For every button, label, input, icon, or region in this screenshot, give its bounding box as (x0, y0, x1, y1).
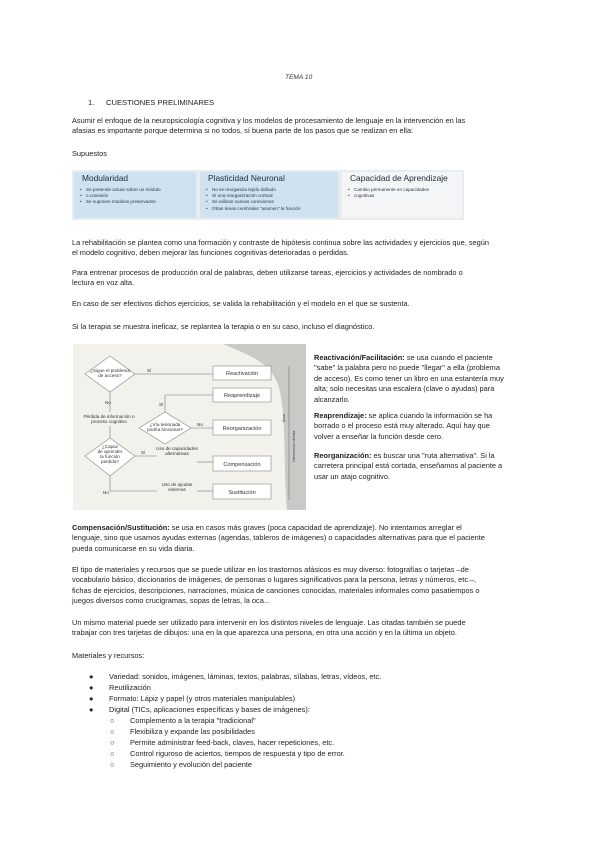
paragraph-tipo-materiales (72, 565, 480, 607)
panel-title: Plasticidad Neuronal (208, 173, 285, 183)
compensacion-label: Compensación (223, 462, 261, 468)
uso-ayudas-line2: externas (168, 487, 186, 492)
intro-line: Asumir el enfoque de la neuropsicología cognitiva y los modelos de procesamiento de lenguaje en la intervención en las (72, 116, 466, 125)
paragraph-un-mismo (72, 618, 466, 639)
section-number: 1. (88, 98, 95, 107)
paragraph-line: lectura en voz alta. (72, 278, 135, 288)
paragraph-line: La rehabilitación se plantea como una formación y contraste de hipótesis continua sobre las actividades y ejercicios que, según (72, 238, 489, 247)
paragraph-rehabilitacion (72, 238, 489, 259)
panel-item: • Se utilizan nuevas conexiones (212, 199, 338, 205)
side-reaprendizaje (314, 411, 492, 442)
label-si1: Sí (147, 368, 152, 373)
paragraph-produccion (72, 268, 463, 289)
label-si3: Sí (141, 450, 146, 455)
intro-line: afasias es importante porque determina si no todos, sí buena parte de los pasos que se realizan en ella: (72, 126, 414, 136)
paragraph-line: fichas de ejercicios, descripciones, narraciones, música de canciones conocidas, materiales informales como pasatiempos o (72, 585, 480, 595)
side-line: borrado o el proceso está muy alterado. Aquí hay que (314, 421, 490, 431)
sustitucion-label: Sustitución (228, 490, 256, 496)
q2-line2: podría funcionar? (147, 427, 183, 432)
q1-line2: de acceso? (98, 373, 122, 378)
paragraph-line: Compensación/Sustitución: se usa en casos más graves (poca capacidad de aprendizaje). No intentamos arreglar el (72, 523, 462, 532)
side-line: carretera principal está cortada, enseñamos al paciente a (314, 461, 503, 471)
panel-item: • Otras áreas cerebrales "asumen" la función (212, 206, 338, 212)
materiales-label: Materiales y recursos: (72, 651, 145, 660)
uso-ayudas-line1: Uso de ayudas (161, 482, 193, 487)
panel-item: • Cambio permanente en capacidades (354, 187, 462, 193)
paragraph-eficaces: En caso de ser efectivos dichos ejercicios, se valida la rehabilitación y el modelo en el que se sustenta. (72, 299, 410, 308)
reorganizacion-label: Reorganización (222, 426, 262, 432)
bullet-circle-icon: ○ (110, 749, 115, 758)
perdida-line2: proceso cognitivo (91, 419, 127, 424)
q2-line1: ¿Vía lesionada (149, 422, 181, 427)
panel-title: Capacidad de Aprendizaje (350, 173, 448, 183)
panel-item: • Se suponen módulos preservados (86, 199, 196, 205)
panel-aprendizaje (342, 172, 462, 218)
q3-line1: ¿Capaz (101, 444, 119, 449)
label-no3: No (103, 490, 109, 495)
side-line: usar un atajo cognitivo. (314, 471, 391, 481)
paragraph-line: El tipo de materiales y recursos que se puede utilizar en los trastornos afásicos es muy diverso: fotografías o tarjetas –de (72, 565, 469, 574)
term-compensacion: Compensación/Sustitución: (72, 523, 170, 532)
supuestos-panels (72, 170, 464, 220)
panel-item: • o conexión (86, 193, 196, 199)
term-reorganizacion: Reorganización: (314, 451, 372, 460)
axis-label-2: Intervención directa (292, 430, 296, 462)
bullet-circle-icon: ○ (110, 716, 115, 725)
side-line: volver a enseñar la función desde cero. (314, 431, 444, 441)
bullet-dot-icon: ● (89, 672, 94, 681)
bullet-circle-icon: ○ (110, 760, 115, 769)
reactivacion-label: Reactivación (225, 371, 259, 377)
bullet-dot-icon: ● (89, 683, 94, 692)
paragraph-compensacion (72, 523, 485, 554)
perdida-line1: Pérdida de información o (83, 414, 135, 419)
list-subitem: ○ Control riguroso de aciertos, tiempos de respuesta y tipo de error. (110, 749, 345, 758)
axis-label-1: Área (282, 414, 286, 422)
panel-title: Modularidad (82, 173, 129, 183)
paragraph-line: lenguaje, sino que usamos ayudas externas (agendas, tableros de imágenes) o capacidades alternativas para que el paciente (72, 533, 485, 543)
label-no2: No (197, 422, 203, 427)
paragraph-line: trabajar con tres tarjetas de dibujos: una en la que aparezca una persona, en otra una acción y en la última un objeto. (72, 628, 457, 638)
panel-item: • Sí una reorganización cortical (212, 193, 338, 199)
side-line: Reactivación/Facilitación: se usa cuando el paciente (314, 353, 493, 362)
list-item: ● Reutilización (89, 683, 151, 692)
bullet-circle-icon: ○ (110, 727, 115, 736)
q3-line2: de aprender (97, 449, 123, 454)
uso-cap-line2: alternativas (165, 451, 189, 456)
side-reactivacion (314, 353, 504, 405)
list-subitem: ○ Complemento a la terapia "tradicional" (110, 716, 256, 725)
flowchart-image (73, 344, 306, 510)
side-line: "sabe" la palabra pero no puede "llegar" a ella (problema (314, 363, 500, 373)
reaprendizaje-label: Reaprendizaje (223, 393, 261, 399)
side-line: alta; solo necesitas una escalera (clave o ayudas) para (314, 384, 495, 394)
list-item: ● Variedad: sonidos, imágenes, láminas, textos, palabras, sílabas, letras, vídeos, etc. (89, 672, 382, 681)
list-item: ● Formato: Lápiz y papel (y otros materiales manipulables) (89, 694, 296, 703)
panel-item: • cognitivas (354, 193, 462, 199)
panel-item: • No se reorganiza tejido dañado (212, 187, 338, 193)
q3-line3: la función (100, 454, 120, 459)
side-line: Reorganización: es buscar una "ruta alternativa". Si la (314, 451, 495, 460)
paragraph-line: vocabulario básico, diccionarios de imágenes, de personas o lugares significativos para la persona, letras y números, etc.–, (72, 575, 477, 585)
q3-line4: perdida? (101, 459, 119, 464)
paragraph-line: el modelo cognitivo, deben mejorar las funciones cognitivas deterioradas o perdidas. (72, 248, 349, 258)
panel-modularidad (74, 172, 196, 218)
paragraph-line: Para entrenar procesos de producción oral de palabras, deben utilizarse tareas, ejercicios y actividades de nombrado o (72, 268, 463, 277)
side-reorganizacion (314, 451, 502, 482)
supuestos-label: Supuestos (72, 149, 107, 158)
intro-paragraph (72, 116, 465, 137)
list-subitem: ○ Permite administrar feed-back, claves, hacer repeticiones, etc. (110, 738, 335, 747)
term-reaprendizaje: Reaprendizaje: (314, 411, 367, 420)
label-si2: Sí (159, 402, 164, 407)
paragraph-line: pueda comunicarse en su vida diaria. (72, 543, 195, 553)
panel-item: • Se pretende actuar sobre un módulo (86, 187, 196, 193)
panel-plasticidad (200, 172, 338, 218)
list-subitem: ○ Seguimiento y evolución del paciente (110, 760, 253, 769)
paragraph-line: juegos diversos como crucigramas, sopas de letras, la oca... (72, 596, 270, 606)
side-line: de acceso). Es como tener un libro en una estantería muy (314, 373, 504, 383)
bullet-dot-icon: ● (89, 705, 94, 714)
bullet-circle-icon: ○ (110, 738, 115, 747)
paragraph-line: Un mismo material puede ser utilizado para intervenir en los distintos niveles de lenguaje. Las citadas también se puede (72, 618, 466, 627)
page-header-topic: TEMA 10 (285, 74, 313, 81)
section-heading (88, 98, 214, 107)
q1-line1: ¿Sigue el problema (90, 368, 130, 373)
uso-cap-line1: Uso de capacidades (156, 446, 198, 451)
bullet-dot-icon: ● (89, 694, 94, 703)
section-title: CUESTIONES PRELIMINARES (106, 98, 215, 107)
term-reactivacion: Reactivación/Facilitación: (314, 353, 405, 362)
label-no1: No (105, 400, 111, 405)
list-subitem: ○ Flexibiliza y expande las posibilidades (110, 727, 255, 736)
side-line: alcanzarlo. (314, 394, 350, 404)
side-line: Reaprendizaje: se aplica cuando la información se ha (314, 411, 493, 420)
list-item: ● Digital (TICs, aplicaciones específicas y bases de imágenes): (89, 705, 310, 714)
paragraph-ineficaz: Si la terapia se muestra ineficaz, se replantea la terapia o en su caso, incluso el diagnóstico. (72, 322, 375, 331)
